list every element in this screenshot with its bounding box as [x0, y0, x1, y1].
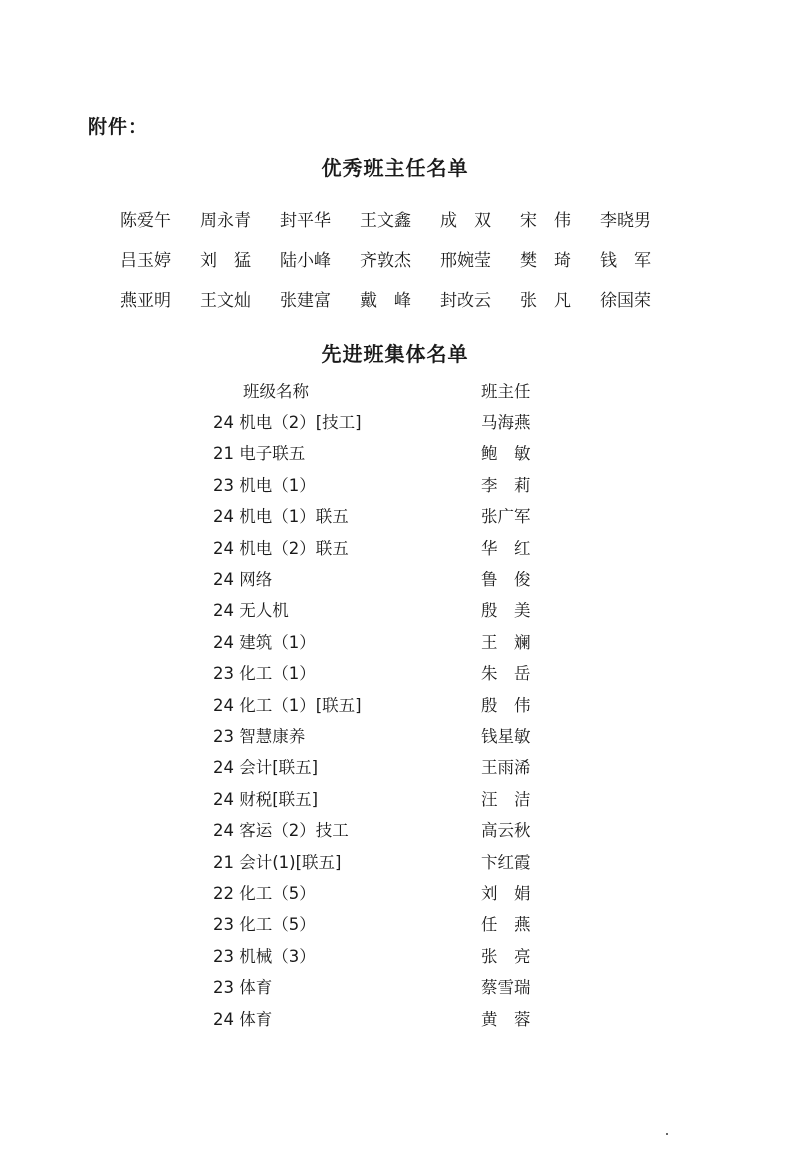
class-name-cell: 23 化工（5） — [213, 915, 316, 935]
teacher-name: 徐国荣 — [600, 290, 651, 311]
advanced-classes-title: 先进班集体名单 — [321, 342, 469, 366]
table-body — [213, 405, 573, 1033]
teacher-name: 张建富 — [280, 290, 331, 311]
table-row — [213, 970, 573, 1001]
teacher-name: 成 双 — [440, 210, 491, 231]
class-name-cell: 24 会计[联五] — [213, 758, 319, 778]
advanced-classes-table — [213, 374, 573, 1033]
teacher-name: 封改云 — [440, 290, 491, 311]
head-teacher-cell: 华 红 — [481, 538, 531, 558]
head-teacher-cell: 蔡雪瑞 — [481, 978, 531, 998]
table-row — [213, 625, 573, 656]
head-teacher-cell: 鲍 敏 — [481, 444, 531, 464]
table-row — [213, 405, 573, 436]
head-teacher-cell: 任 燕 — [481, 915, 531, 935]
teacher-row — [120, 238, 680, 278]
class-name-cell: 24 建筑（1） — [213, 632, 316, 652]
class-name-cell: 23 化工（1） — [213, 664, 316, 684]
table-row — [213, 939, 573, 970]
teacher-name: 陆小峰 — [280, 250, 331, 271]
table-header — [213, 374, 573, 405]
scan-speck — [666, 1133, 668, 1135]
head-teacher-cell: 殷 美 — [481, 601, 531, 621]
class-name-cell: 23 体育 — [213, 978, 273, 998]
class-name-cell: 22 化工（5） — [213, 883, 316, 903]
teacher-name: 邢婉莹 — [440, 250, 491, 271]
head-teacher-cell: 张广军 — [481, 507, 531, 527]
class-name-cell: 23 智慧康养 — [213, 726, 306, 746]
teacher-name: 吕玉婷 — [120, 250, 171, 271]
teacher-name: 钱 军 — [600, 250, 651, 271]
table-row — [213, 468, 573, 499]
head-teacher-cell: 鲁 俊 — [481, 570, 531, 590]
class-name-cell: 21 会计(1)[联五] — [213, 852, 342, 872]
class-name-cell: 23 机械（3） — [213, 946, 316, 966]
class-name-cell: 24 网络 — [213, 570, 273, 590]
class-name-cell: 23 机电（1） — [213, 475, 316, 495]
teacher-name: 樊 琦 — [520, 250, 571, 271]
head-teacher-cell: 李 莉 — [481, 475, 531, 495]
header-head-teacher: 班主任 — [481, 381, 531, 401]
class-name-cell: 24 财税[联五] — [213, 789, 319, 809]
head-teacher-cell: 刘 娟 — [481, 883, 531, 903]
class-name-cell: 24 体育 — [213, 1009, 273, 1029]
teacher-name: 张 凡 — [520, 290, 571, 311]
teacher-name: 宋 伟 — [520, 210, 571, 231]
table-row — [213, 500, 573, 531]
class-name-cell: 24 无人机 — [213, 601, 289, 621]
attachment-label: 附件： — [88, 116, 149, 138]
class-name-cell: 24 机电（2）联五 — [213, 538, 349, 558]
outstanding-teachers-title: 优秀班主任名单 — [321, 156, 469, 180]
teacher-name: 刘 猛 — [200, 250, 251, 271]
teacher-name: 李晓男 — [600, 210, 651, 231]
table-row — [213, 437, 573, 468]
head-teacher-cell: 王 斓 — [481, 632, 531, 652]
table-row — [213, 751, 573, 782]
head-teacher-cell: 高云秋 — [481, 821, 531, 841]
head-teacher-cell: 朱 岳 — [481, 664, 531, 684]
table-row — [213, 719, 573, 750]
head-teacher-cell: 钱星敏 — [481, 726, 531, 746]
head-teacher-cell: 张 亮 — [481, 946, 531, 966]
teacher-name: 周永青 — [200, 210, 251, 231]
class-name-cell: 24 机电（2）[技工] — [213, 413, 362, 433]
head-teacher-cell: 王雨浠 — [481, 758, 531, 778]
table-row — [213, 876, 573, 907]
teacher-name: 王文鑫 — [360, 210, 411, 231]
table-row — [213, 562, 573, 593]
teacher-name: 陈爱午 — [120, 210, 171, 231]
teacher-name: 燕亚明 — [120, 290, 171, 311]
outstanding-teachers-list — [120, 198, 680, 318]
head-teacher-cell: 殷 伟 — [481, 695, 531, 715]
head-teacher-cell: 黄 蓉 — [481, 1009, 531, 1029]
teacher-name: 封平华 — [280, 210, 331, 231]
table-row — [213, 531, 573, 562]
teacher-name: 齐敦杰 — [360, 250, 411, 271]
head-teacher-cell: 汪 洁 — [481, 789, 531, 809]
head-teacher-cell: 马海燕 — [481, 413, 531, 433]
table-row — [213, 688, 573, 719]
table-row — [213, 845, 573, 876]
teacher-name: 王文灿 — [200, 290, 251, 311]
teacher-name: 戴 峰 — [360, 290, 411, 311]
table-row — [213, 782, 573, 813]
teacher-row — [120, 198, 680, 238]
teacher-row — [120, 278, 680, 318]
class-name-cell: 24 机电（1）联五 — [213, 507, 349, 527]
table-row — [213, 908, 573, 939]
header-class-name: 班级名称 — [243, 381, 309, 401]
class-name-cell: 24 化工（1）[联五] — [213, 695, 362, 715]
table-row — [213, 657, 573, 688]
head-teacher-cell: 卞红霞 — [481, 852, 531, 872]
table-row — [213, 813, 573, 844]
table-row — [213, 1002, 573, 1033]
table-row — [213, 594, 573, 625]
class-name-cell: 24 客运（2）技工 — [213, 821, 349, 841]
class-name-cell: 21 电子联五 — [213, 444, 306, 464]
